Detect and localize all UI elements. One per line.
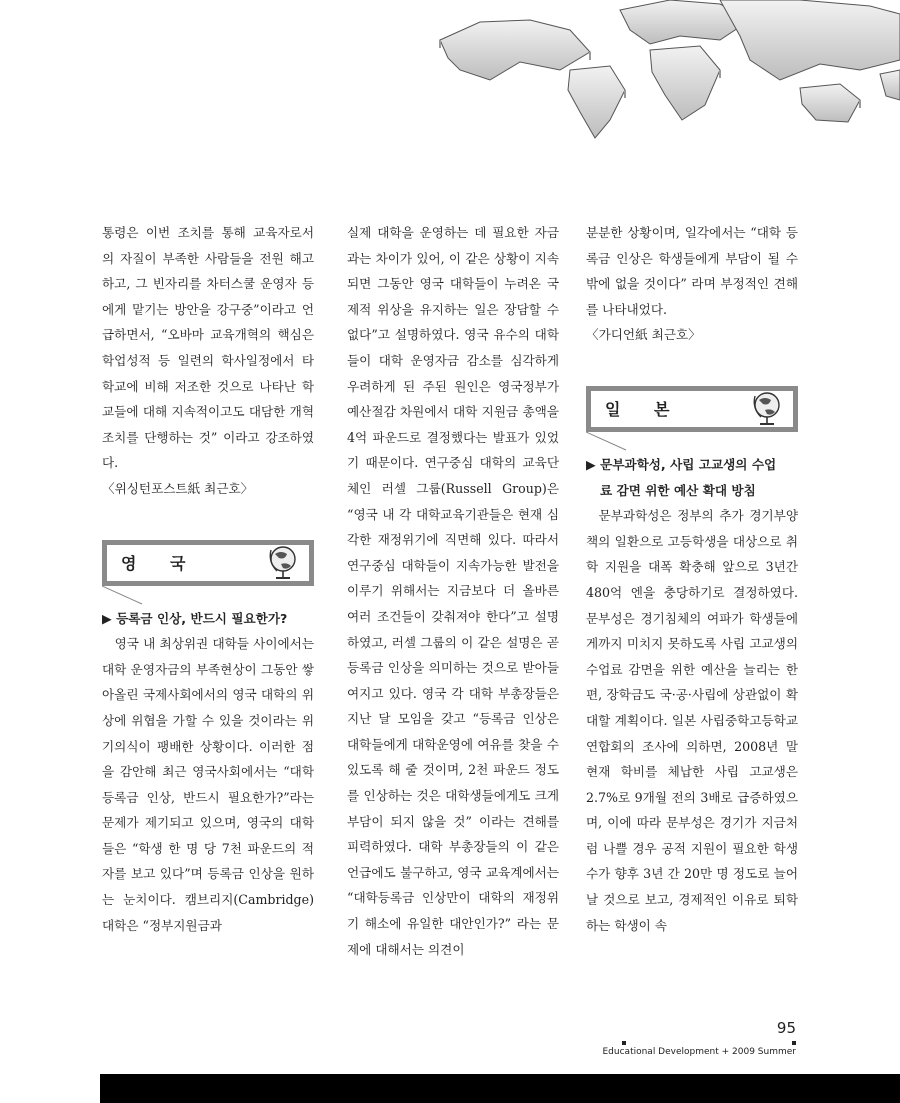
column-1 [102,220,314,938]
body-paragraph: 실제 대학을 운영하는 데 필요한 자금과는 차이가 있어, 이 같은 상황이 지속되면 그동안 영국 대학들이 누려온 국제적 위상을 유지하는 일은 장담할 수 없다”고 설명하였다. 영국 유수의 대학들이 대학 운영자금 감소를 심각하게 우려하게 된 주된 원인은 영국정부가 예산절감 차원에서 대학 지원금 총액을 4억 파운드로 결정했다는 발표가 있었기 때문이다. 연구중심 대학의 교육단체인 러셀 그룹(Russell Group)은 “영국 내 각 대학교육기관들은 현재 심각한 재정위기에 직면해 있다. 따라서 연구중심 대학들이 지속가능한 발전을 이루기 위해서는 지금보다 더 올바른 여러 조건들이 갖춰져야 한다”고 설명하였고, 러셀 그룹의 이 같은 설명은 곧 등록금 인상을 의미하는 것으로 받아들여지고 있다. 영국 각 대학 부총장들은 지난 달 모임을 갖고 “등록금 인상은 대학들에게 대학운영에 여유를 찾을 수 있도록 해 줄 것이며, 2천 파운드 정도를 인상하는 것은 대학생들에게도 크게 부담이 되지 않을 것” 이라는 견해를 피력하였다. 대학 부총장들의 이 같은 언급에도 불구하고, 영국 교육계에서는 “대학등록금 인상만이 대학의 재정위기 해소에 유일한 대안인가?” 라는 문제에 대해서는 의견이 [347,225,559,957]
country-box-japan [586,386,798,452]
section-heading: ▶ 문부과학성, 사립 고교생의 수업 [586,456,777,472]
box-tail-line [102,586,162,606]
country-name: 일 본 [605,400,684,420]
body-paragraph: 분분한 상황이며, 일각에서는 “대학 등록금 인상은 학생들에게 부담이 될 수밖에 없을 것이다” 라며 부정적인 견해를 나타내었다. [586,225,798,317]
column-3 [586,220,798,938]
box-tail-line [586,432,646,452]
citation: 〈위싱턴포스트紙 최근호〉 [102,480,254,496]
world-map-illustration [420,0,900,140]
running-title: Educational Development + 2009 Summer [602,1047,796,1057]
page-number: 95 [776,1019,796,1037]
body-paragraph: 통령은 이번 조치를 통해 교육자로서 의 자질이 부족한 사람들을 전원 해고하고, 그 빈자리를 차터스쿨 운영자 등에게 맡기는 방안을 강구중”이라고 언급하면서, “오바마 교육개혁의 핵심은 학업성적 등 일련의 학사일정에서 타 학교에 비해 저조한 것으로 나타난 학교들에 대해 지속적이고도 대담한 개혁조치를 단행하는 것” 이라고 강조하였다. [102,225,314,471]
globe-icon [267,544,301,582]
section-heading-continued: 료 감면 위한 예산 확대 방침 [600,482,756,498]
body-paragraph: 영국 내 최상위권 대학들 사이에서는 대학 운영자금의 부족현상이 그동안 쌓아올린 국제사회에서의 영국 대학의 위상에 위협을 가할 수 있을 것이라는 위기의식이 팽배한 상황이다. 이러한 점을 감안해 최근 영국사회에서는 “대학등록금 인상, 반드시 필요한가?”라는 문제가 제기되고 있으며, 영국의 대학들은 “학생 한 명 당 7천 파운드의 적자를 보고 있다”며 등록금 인상을 원하는 눈치이다. 캠브리지(Cambridge) 대학은 “정부지원금과 [102,636,314,933]
citation: 〈가디언紙 최근호〉 [586,327,701,343]
footer-bar [100,1074,900,1103]
section-heading: ▶ 등록금 인상, 반드시 필요한가? [102,610,288,626]
country-box-uk [102,540,314,606]
column-2 [347,220,559,962]
page-folio [600,1018,796,1058]
body-paragraph: 문부과학성은 정부의 추가 경기부양책의 일환으로 고등학생을 대상으로 취학 지원을 대폭 확충해 앞으로 3년간 480억 엔을 충당하기로 결정하였다. 문부성은 경기침체의 여파가 학생들에게까지 미치지 못하도록 사립 고교생의 수업료 감면을 위한 예산을 늘리는 한편, 장학금도 국·공·사립에 상관없이 확대할 계획이다. 일본 사립중학고등학교연합회의 조사에 의하면, 2008년 말 현재 학비를 체납한 사립 고교생은 2.7%로 9개월 전의 3배로 급증하였으며, 이에 따라 문부성은 경기가 지금처럼 나쁠 경우 공적 지원이 필요한 학생 수가 향후 3년 간 20만 명 정도로 늘어날 것으로 보고, 경제적인 이유로 퇴학하는 학생이 속 [586,508,798,933]
country-name: 영 국 [121,554,200,574]
globe-icon [751,390,785,428]
folio-marker [792,1041,796,1045]
folio-marker [622,1041,626,1045]
